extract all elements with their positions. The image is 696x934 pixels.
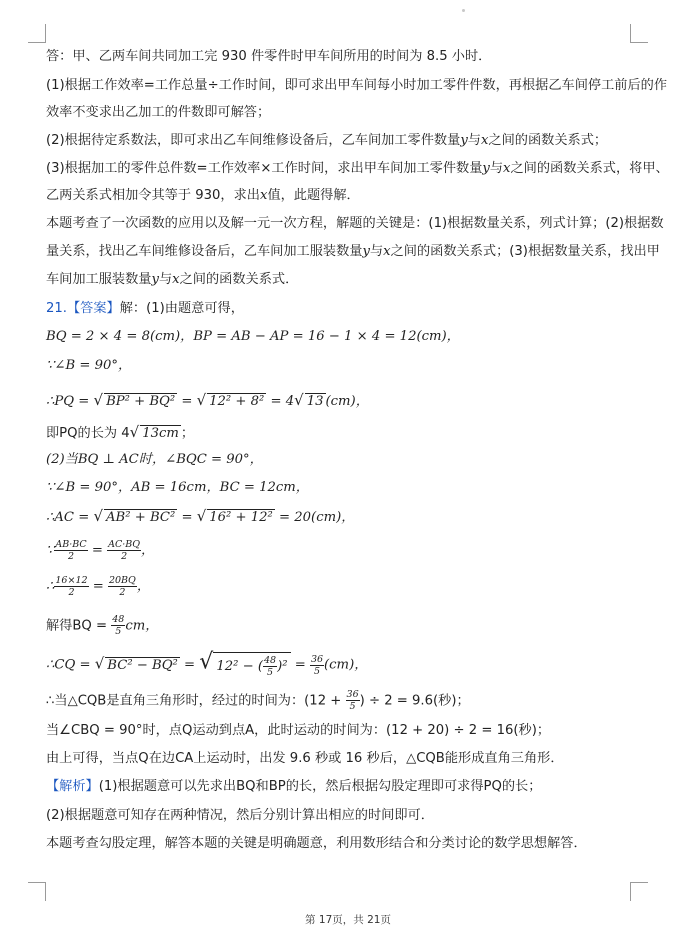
math-line: (2)当BQ ⊥ AC时，∠BQC = 90°， <box>46 452 263 467</box>
fraction: $\frac{16\times 12}{2}$ <box>55 575 88 598</box>
text-line: 车间加工服装数量y与x之间的函数关系式． <box>46 272 299 287</box>
text-line: (3)根据加工的零件总件数=工作效率×工作时间，求出甲车间加工零件数量y与x之间的函数关系式，将甲、 <box>46 161 669 176</box>
radicand: 12² − ( $\frac{48}{5}$ )² <box>213 652 290 678</box>
math-line: ∵∠B = 90°， <box>46 358 132 373</box>
fraction-line: 解得BQ = $\frac{48}{5}$ cm， <box>46 614 159 637</box>
radical-icon: √ <box>199 649 214 675</box>
text-line: 本题考查勾股定理，解答本题的关键是明确题意，利用数形结合和分类讨论的数学思想解答． <box>46 836 587 851</box>
radical-icon: √ <box>129 423 140 441</box>
fraction-line: ∴当△CQB是直角三角形时，经过的时间为：(12 + $\frac{36}{5}$ ) ÷ 2 = 9.6(秒)； <box>46 689 470 712</box>
page-footer: 第 17页，共 21页 <box>305 914 391 926</box>
radical-icon: √ <box>93 507 104 525</box>
math-line: BQ = 2 × 4 = 8(cm)，BP = AB − AP = 16 − 1 × 4 = 12(cm)， <box>46 329 460 344</box>
analysis-tag: 【解析】 <box>46 779 99 794</box>
fraction: $\frac{20BQ}{2}$ <box>108 575 136 598</box>
fraction-line: ∵ $\frac{AB\cdot BC}{2}$ = $\frac{AC\cdot BQ}{2}$ ， <box>46 539 155 562</box>
fraction: $\frac{AB\cdot BC}{2}$ <box>55 539 87 562</box>
math-line: ∴AC = √ AB² + BC² = √ 16² + 12² = 20(cm)， <box>46 507 355 525</box>
math-line: ∴CQ = √ BC² − BQ² = √ 12² − ( $\frac{48}{5}$ )² = $\frac{36}{5}$ (cm)， <box>46 649 368 678</box>
answer-tag: 【答案】 <box>66 301 120 316</box>
page-dot <box>462 9 465 12</box>
fraction: $\frac{48}{5}$ <box>263 655 277 678</box>
text-line: 当∠CBQ = 90°时，点Q运动到点A，此时运动的时间为：(12 + 20) ÷ 2 = 16(秒)； <box>46 723 551 738</box>
corner-mark-top-right <box>630 24 648 43</box>
fraction-line: ∴ $\frac{16\times 12}{2}$ = $\frac{20BQ}{2}$ ， <box>46 575 151 598</box>
corner-mark-bottom-right <box>630 882 648 901</box>
answer-heading: 21.【答案】解：(1)由题意可得， <box>46 301 244 316</box>
radical-icon: √ <box>196 391 207 409</box>
fraction: $\frac{36}{5}$ <box>310 653 324 677</box>
text-line: 效率不变求出乙加工的件数即可解答； <box>46 105 271 120</box>
math-line: ∴PQ = √ BP² + BQ² = √ 12² + 8² = 4√ 13 (cm)， <box>46 391 369 409</box>
corner-mark-bottom-left <box>28 882 46 901</box>
math-line: ∵∠B = 90°，AB = 16cm，BC = 12cm， <box>46 480 309 495</box>
corner-mark-top-left <box>28 24 46 43</box>
radical-icon: √ <box>93 391 104 409</box>
text-line: 答：甲、乙两车间共同加工完 930 件零件时甲车间所用的时间为 8.5 小时． <box>46 49 492 64</box>
text-line: (2)根据待定系数法，即可求出乙车间维修设备后，乙车间加工零件数量y与x之间的函数关系式； <box>46 133 608 148</box>
fraction: $\frac{36}{5}$ <box>346 689 359 712</box>
radical-icon: √ <box>94 654 105 673</box>
math-line: 即PQ的长为 4√ 13cm ； <box>46 423 195 441</box>
fraction: $\frac{48}{5}$ <box>112 614 125 637</box>
radical-icon: √ <box>196 507 207 525</box>
text-line: 本题考查了一次函数的应用以及解一元一次方程，解题的关键是：(1)根据数量关系，列式计算；(2)根据数 <box>46 216 664 231</box>
text-line: (2)根据题意可知存在两种情况，然后分别计算出相应的时间即可． <box>46 808 434 823</box>
analysis-heading: 【解析】(1)根据题意可以先求出BQ和BP的长，然后根据勾股定理即可求得PQ的长； <box>46 779 542 794</box>
text-line: 由上可得，当点Q在边CA上运动时，出发 9.6 秒或 16 秒后，△CQB能形成直角三角形． <box>46 751 564 766</box>
text-line: 量关系，找出乙车间维修设备后，乙车间加工服装数量y与x之间的函数关系式；(3)根据数量关系，找出甲 <box>46 244 660 259</box>
text-line: 乙两关系式相加令其等于 930，求出x值，此题得解． <box>46 188 360 203</box>
question-number: 21. <box>46 301 67 316</box>
text-line: (1)根据工作效率=工作总量÷工作时间，即可求出甲车间每小时加工零件件数，再根据乙车间停工前后的作 <box>46 78 668 93</box>
radical-icon: √ <box>294 391 304 409</box>
fraction: $\frac{AC\cdot BQ}{2}$ <box>108 539 141 562</box>
